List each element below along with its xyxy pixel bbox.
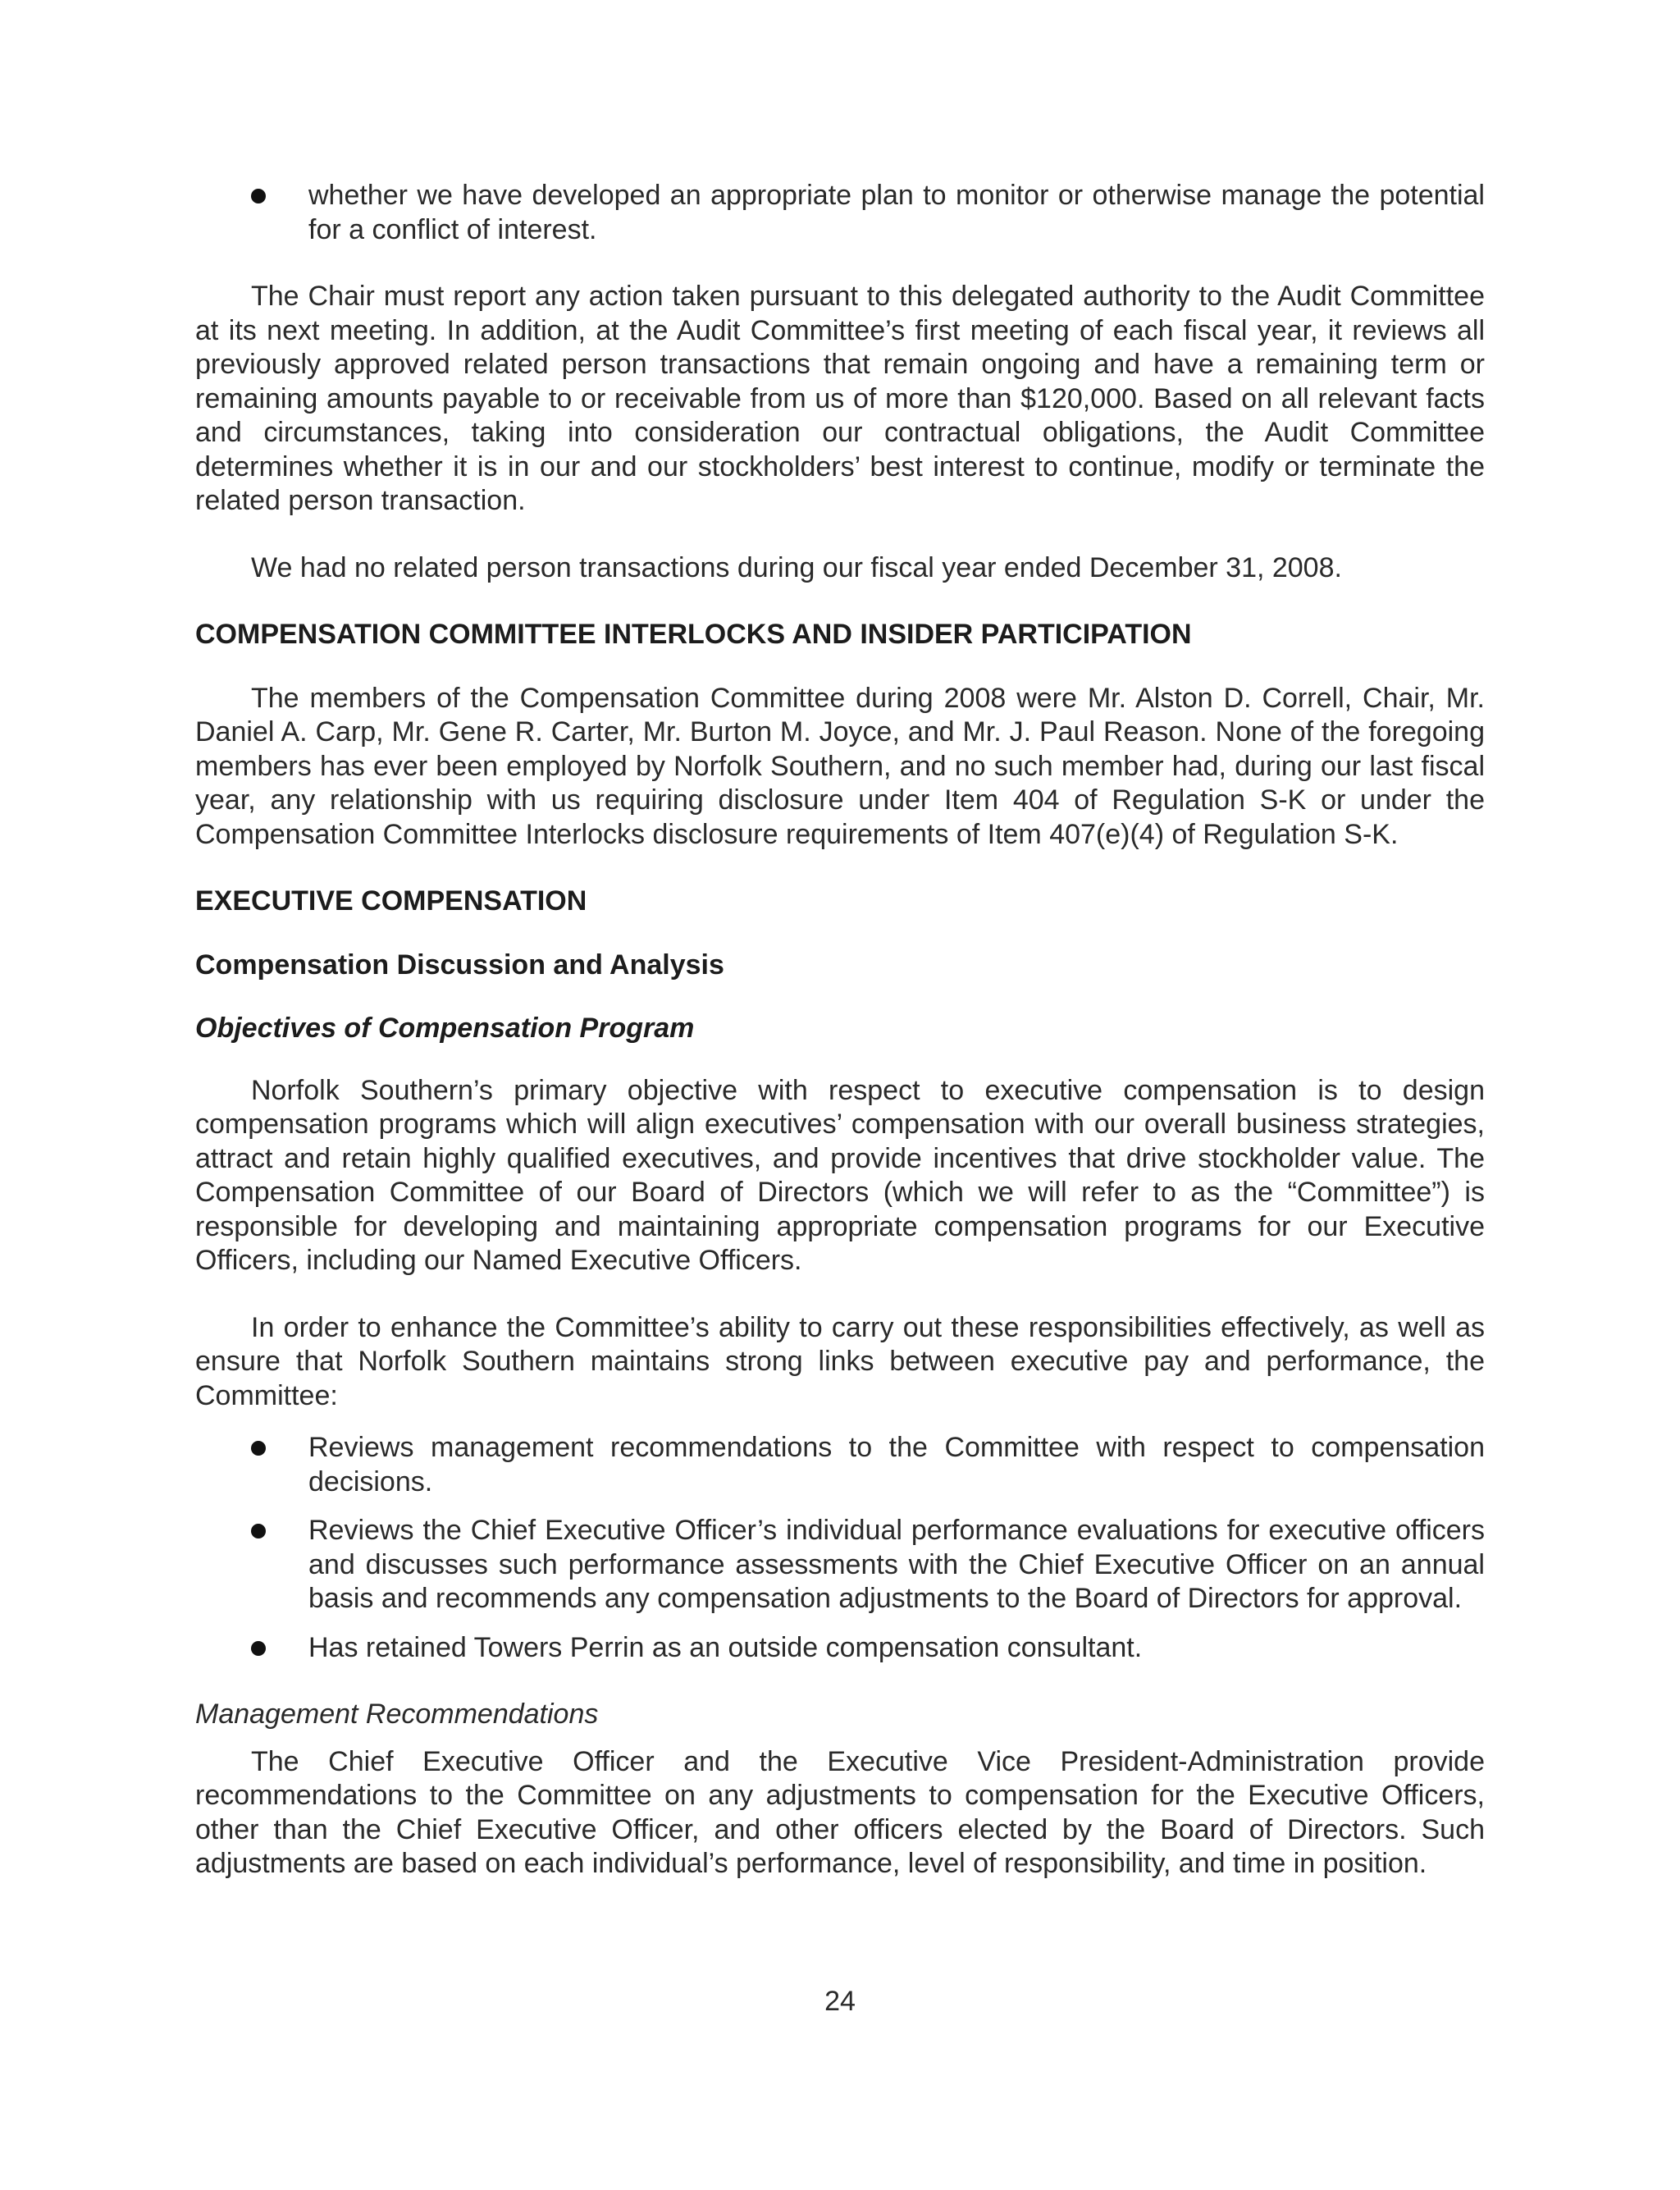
paragraph-objectives: Norfolk Southern’s primary objective with respect to executive compensation is to design compensation programs which will align executives’ compensation with our overall business strategies, attract and retain highly qualified executives, and provide incentives that drive stockholder value. The Compensation Committee of our Board of Directors (which we will refer to as the “Committee”) is responsible for developing and maintaining appropriate compensation programs for our Executive Officers, including our Named Executive Officers. — [195, 1074, 1485, 1276]
paragraph-interlocks: The members of the Compensation Committee during 2008 were Mr. Alston D. Correll, Chair, Mr. Daniel A. Carp, Mr. Gene R. Carter, Mr. Burton M. Joyce, and Mr. J. Paul Reason. None of the foregoing members has ever been employed by Norfolk Southern, and no such member had, during our last fiscal year, any relationship with us requiring disclosure under Item 404 of Regulation S-K or under the Compensation Committee Interlocks disclosure requirements of Item 407(e)(4) of Regulation S-K. — [195, 682, 1485, 850]
page-number: 24 — [824, 1986, 856, 2017]
heading-executive-compensation: EXECUTIVE COMPENSATION — [195, 885, 587, 917]
bullet-icon — [251, 1524, 266, 1538]
bullet-item — [195, 1431, 1485, 1499]
bullet-text: Reviews the Chief Executive Officer’s individual performance evaluations for executive officers and discusses such performance assessments with the Chief Executive Officer on an annual basis and recommends any compensation adjustments to the Board of Directors for approval. — [308, 1515, 1485, 1614]
paragraph-no-related-transactions: We had no related person transactions during our fiscal year ended December 31, 2008. — [251, 551, 1342, 583]
bullet-list-top — [195, 179, 1485, 247]
heading-interlocks: COMPENSATION COMMITTEE INTERLOCKS AND INSIDER PARTICIPATION — [195, 619, 1192, 650]
bullet-item — [195, 179, 1485, 247]
subheading-cd-and-a: Compensation Discussion and Analysis — [195, 949, 724, 981]
paragraph-management-recommendations: The Chief Executive Officer and the Executive Vice President-Administration provide recommendations to the Committee on any adjustments to compensation for the Executive Officers, other than the Chief Executive Officer, and other officers elected by the Board of Directors. Such adjustments are based on each individual’s performance, level of responsibility, and time in position. — [195, 1745, 1485, 1879]
heading-management-recommendations: Management Recommendations — [195, 1699, 599, 1730]
subheading-objectives: Objectives of Compensation Program — [195, 1013, 695, 1044]
bullet-list-committee — [195, 1431, 1485, 1665]
document-page — [195, 179, 1485, 1914]
bullet-icon — [251, 189, 266, 203]
paragraph-audit-committee: The Chair must report any action taken pursuant to this delegated authority to the Audit Committee at its next meeting. In addition, at the Audit Committee’s first meeting of each fiscal year, it reviews all previously approved related person transactions that remain ongoing and have a remaining term or remaining amounts payable to or receivable from us of more than $120,000. Based on all relevant facts and circumstances, taking into consideration our contractual obligations, the Audit Committee determines whether it is in our and our stockholders’ best interest to continue, modify or terminate the related person transaction. — [195, 281, 1485, 516]
bullet-text: Has retained Towers Perrin as an outside compensation consultant. — [308, 1631, 1143, 1663]
bullet-text: whether we have developed an appropriate plan to monitor or otherwise manage the potential for a conflict of interest. — [308, 180, 1485, 245]
bullet-icon — [251, 1641, 266, 1656]
bullet-text: Reviews management recommendations to the Committee with respect to compensation decisions. — [308, 1432, 1485, 1497]
bullet-item — [195, 1631, 1485, 1666]
bullet-item — [195, 1514, 1485, 1616]
bullet-icon — [251, 1441, 266, 1456]
paragraph-committee-intro: In order to enhance the Committee’s ability to carry out these responsibilities effectively, as well as ensure that Norfolk Southern maintains strong links between executive pay and performance, the Committee: — [195, 1311, 1485, 1411]
